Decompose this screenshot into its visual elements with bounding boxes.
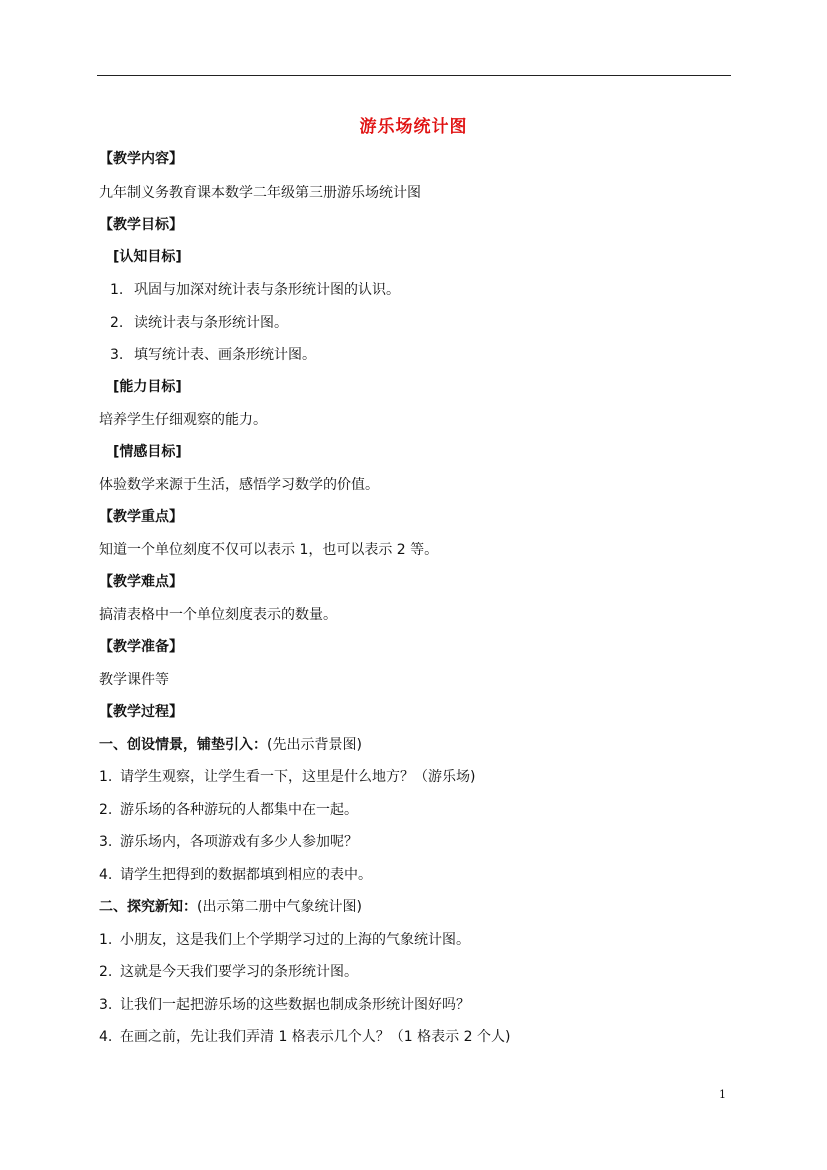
header-rule: [97, 75, 731, 76]
section-1-heading: 一、创设情景，铺垫引入：(先出示背景图): [99, 737, 362, 753]
section-1-item: 1. 请学生观察，让学生看一下，这里是什么地方？（游乐场): [99, 769, 476, 785]
ability-text: 培养学生仔细观察的能力。: [99, 412, 267, 428]
cognitive-goal-item: 3. 填写统计表、画条形统计图。: [110, 347, 316, 363]
section-2-heading: 二、探究新知：(出示第二册中气象统计图): [99, 899, 362, 915]
page-number: 1: [719, 1088, 726, 1101]
cognitive-goal-item: 2. 读统计表与条形统计图。: [110, 315, 288, 331]
heading-difficulty: 【教学难点】: [99, 574, 183, 590]
heading-preparation: 【教学准备】: [99, 639, 183, 655]
section-1-item: 2. 游乐场的各种游玩的人都集中在一起。: [99, 802, 358, 818]
heading-teaching-goals: 【教学目标】: [99, 217, 183, 233]
cognitive-goal-item: 1. 巩固与加深对统计表与条形统计图的认识。: [110, 282, 400, 298]
subheading-emotion-goals: [情感目标]: [113, 444, 182, 460]
subheading-ability-goals: [能力目标]: [113, 379, 182, 395]
section-2-item: 4. 在画之前，先让我们弄清 1 格表示几个人？（1 格表示 2 个人): [99, 1029, 511, 1045]
heading-teaching-process: 【教学过程】: [99, 704, 183, 720]
section-2-item: 3. 让我们一起把游乐场的这些数据也制成条形统计图好吗？: [99, 997, 470, 1013]
section-2-item: 1. 小朋友，这是我们上个学期学习过的上海的气象统计图。: [99, 932, 470, 948]
difficulty-text: 搞清表格中一个单位刻度表示的数量。: [99, 607, 337, 623]
section-1-item: 3. 游乐场内，各项游戏有多少人参加呢？: [99, 834, 358, 850]
heading-teaching-content: 【教学内容】: [99, 151, 183, 167]
document-title: 游乐场统计图: [359, 117, 468, 137]
emotion-text: 体验数学来源于生活，感悟学习数学的价值。: [99, 477, 379, 493]
subheading-cognitive-goals: [认知目标]: [113, 249, 182, 265]
heading-key-points: 【教学重点】: [99, 509, 183, 525]
section-1-item: 4. 请学生把得到的数据都填到相应的表中。: [99, 867, 372, 883]
section-2-item: 2. 这就是今天我们要学习的条形统计图。: [99, 964, 358, 980]
preparation-text: 教学课件等: [99, 672, 169, 688]
key-points-text: 知道一个单位刻度不仅可以表示 1，也可以表示 2 等。: [99, 542, 439, 558]
content-text: 九年制义务教育课本数学二年级第三册游乐场统计图: [99, 185, 421, 201]
